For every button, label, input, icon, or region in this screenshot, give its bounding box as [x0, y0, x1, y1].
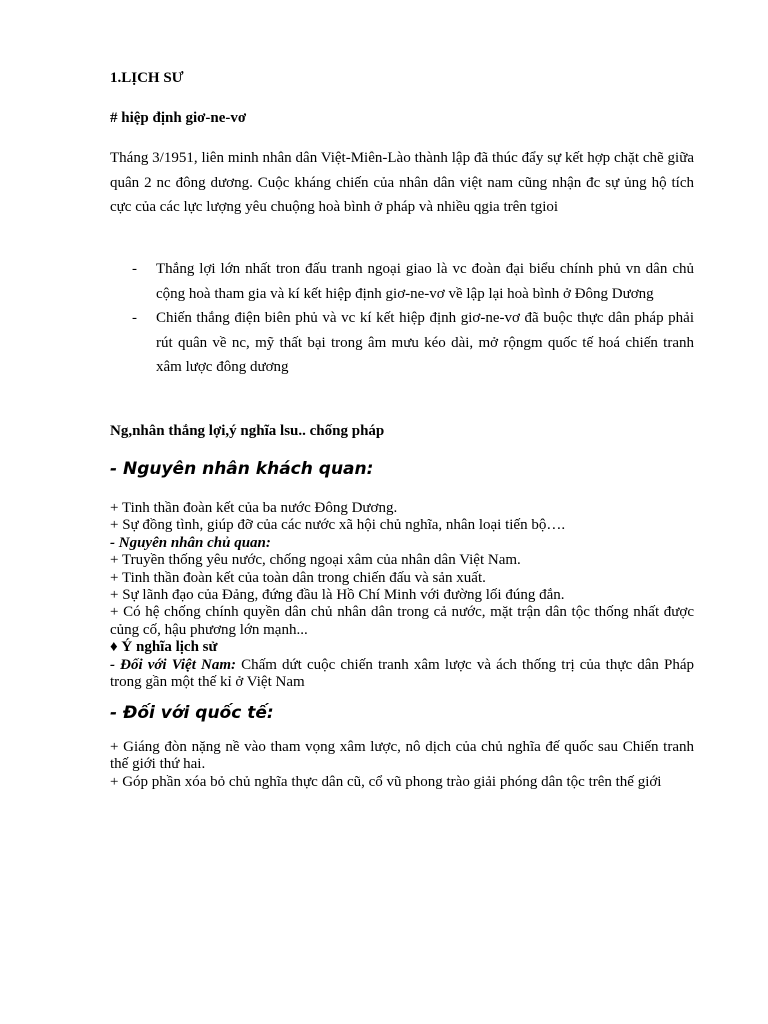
significance-heading: ♦ Ý nghĩa lịch sử — [110, 639, 218, 656]
bullet-dash: - — [132, 310, 137, 326]
objective-item: + Sự đồng tình, giúp đỡ của các nước xã hội chủ nghĩa, nhân loại tiến bộ…. — [110, 517, 566, 534]
bullet-dash: - — [132, 261, 137, 277]
bullet-item — [110, 306, 694, 380]
international-block — [110, 739, 694, 791]
vietnam-significance — [110, 657, 694, 692]
section-title: 1.LỊCH SƯ — [110, 70, 184, 86]
subjective-causes-heading: - Nguyên nhân chủ quan: — [110, 534, 271, 551]
causes-block — [110, 500, 694, 691]
treaty-subheading: # hiệp định giơ-ne-vơ — [110, 110, 247, 126]
vietnam-label: - Đối với Việt Nam: — [110, 656, 236, 673]
causes-heading: Ng,nhân thắng lợi,ý nghĩa lsu.. chống pháp — [110, 423, 385, 439]
subjective-item: + Tinh thần đoàn kết của toàn dân trong chiến đấu và sản xuất. — [110, 569, 486, 586]
treaty-bullet-list — [110, 257, 694, 380]
bullet-text: Thắng lợi lớn nhất tron đấu tranh ngoại giao là vc đoàn đại biểu chính phủ vn dân chủ cộng hoà tham gia và kí kết hiệp định giơ-ne-vơ về lập lại hoà bình ở Đông Dương — [156, 261, 694, 302]
vietnam-text: Chấm dứt cuộc chiến tranh xâm lược và ách thống trị của thực dân Pháp trong gần một thế kỉ ở Việt Nam — [110, 656, 694, 691]
bullet-text: Chiến thắng điện biên phủ và vc kí kết hiệp định giơ-ne-vơ đã buộc thực dân pháp phải rút quân về nc, mỹ thất bại trong âm mưu kéo dài, mở rộngm quốc tế hoá chiến tranh xâm lược đông dương — [156, 310, 694, 375]
international-heading: - Đối với quốc tế: — [110, 703, 274, 723]
intro-paragraph: Tháng 3/1951, liên minh nhân dân Việt-Miên-Lào thành lập đã thúc đẩy sự kết hợp chặt chẽ giữa quân 2 nc đông dương. Cuộc kháng chiến của nhân dân việt nam cũng nhận đc sự ủng hộ tích cực của các lực lượng yêu chuộng hoà bình ở pháp và nhiều qgia trên tgioi — [110, 150, 694, 215]
subjective-item: + Có hệ chống chính quyền dân chủ nhân dân trong cả nước, mặt trận dân tộc thống nhất được củng cố, hậu phương lớn mạnh... — [110, 604, 694, 638]
bullet-item — [110, 257, 694, 306]
subjective-item: + Truyền thống yêu nước, chống ngoại xâm của nhân dân Việt Nam. — [110, 552, 521, 569]
subjective-item: + Sự lãnh đạo của Đảng, đứng đầu là Hồ Chí Minh với đường lối đúng đắn. — [110, 587, 565, 604]
objective-item: + Tinh thần đoàn kết của ba nước Đông Dương. — [110, 500, 398, 516]
objective-causes-heading: - Nguyên nhân khách quan: — [110, 459, 374, 479]
international-item: + Giáng đòn nặng nề vào tham vọng xâm lược, nô dịch của chủ nghĩa đế quốc sau Chiến tranh thế giới thứ hai. — [110, 739, 694, 773]
international-item: + Góp phần xóa bỏ chủ nghĩa thực dân cũ, cổ vũ phong trào giải phóng dân tộc trên thế giới — [110, 773, 662, 790]
